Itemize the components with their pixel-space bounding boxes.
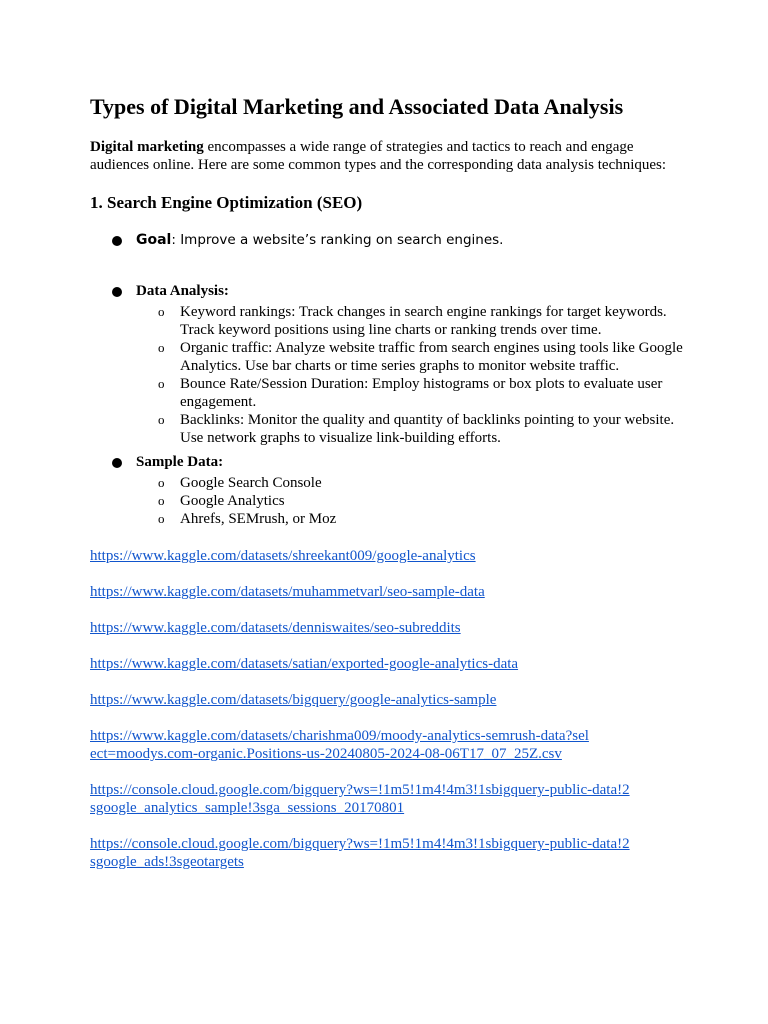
circle-bullet-icon: o [158,493,165,508]
bullet-dot-icon [112,458,122,468]
circle-bullet-icon: o [158,340,165,355]
intro-text: encompasses a wide range of strategies and tactics to reach and engage audiences online. Here are some common types and the corresponding data analysis techniques: [90,139,667,173]
circle-bullet-icon: o [158,511,165,526]
sample-data-label: Sample Data: [136,454,224,470]
dataset-link[interactable]: https://www.kaggle.com/datasets/denniswaites/seo-subreddits [90,620,461,636]
dataset-link[interactable]: https://www.kaggle.com/datasets/satian/exported-google-analytics-data [90,656,519,672]
section-heading-seo: 1. Search Engine Optimization (SEO) [90,193,363,212]
goal-label: Goal [136,232,172,248]
dataset-link[interactable]: https://www.kaggle.com/datasets/bigquery/google-analytics-sample [90,692,497,708]
circle-bullet-icon: o [158,412,165,427]
circle-bullet-icon: o [158,376,165,391]
bigquery-link[interactable]: https://console.cloud.google.com/bigquery?ws=!1m5!1m4!4m3!1sbigquery-public-data!2sgoogle_ads!3sgeotargets [90,836,630,870]
intro-bold-term: Digital marketing [90,139,204,155]
dataset-link[interactable]: https://www.kaggle.com/datasets/shreekant009/google-analytics [90,548,476,564]
bullet-dot-icon [112,236,122,246]
dataset-link[interactable]: https://www.kaggle.com/datasets/muhammetvarl/seo-sample-data [90,584,485,600]
dataset-link[interactable]: https://www.kaggle.com/datasets/charishma009/moody-analytics-semrush-data?select=moodys.com-organic.Positions-us-20240805-2024-08-06T17_07_25Z.csv [90,728,589,762]
bigquery-link[interactable]: https://console.cloud.google.com/bigquery?ws=!1m5!1m4!4m3!1sbigquery-public-data!2sgoogle_analytics_sample!3sga_sessions_20170801 [90,782,630,816]
data-analysis-label: Data Analysis: [136,283,229,299]
circle-bullet-icon: o [158,475,165,490]
page-title: Types of Digital Marketing and Associated Data Analysis [90,94,624,119]
bullet-dot-icon [112,287,122,297]
circle-bullet-icon: o [158,304,165,319]
goal-text: : Improve a website’s ranking on search engines. [171,232,504,248]
intro-paragraph [90,138,690,174]
